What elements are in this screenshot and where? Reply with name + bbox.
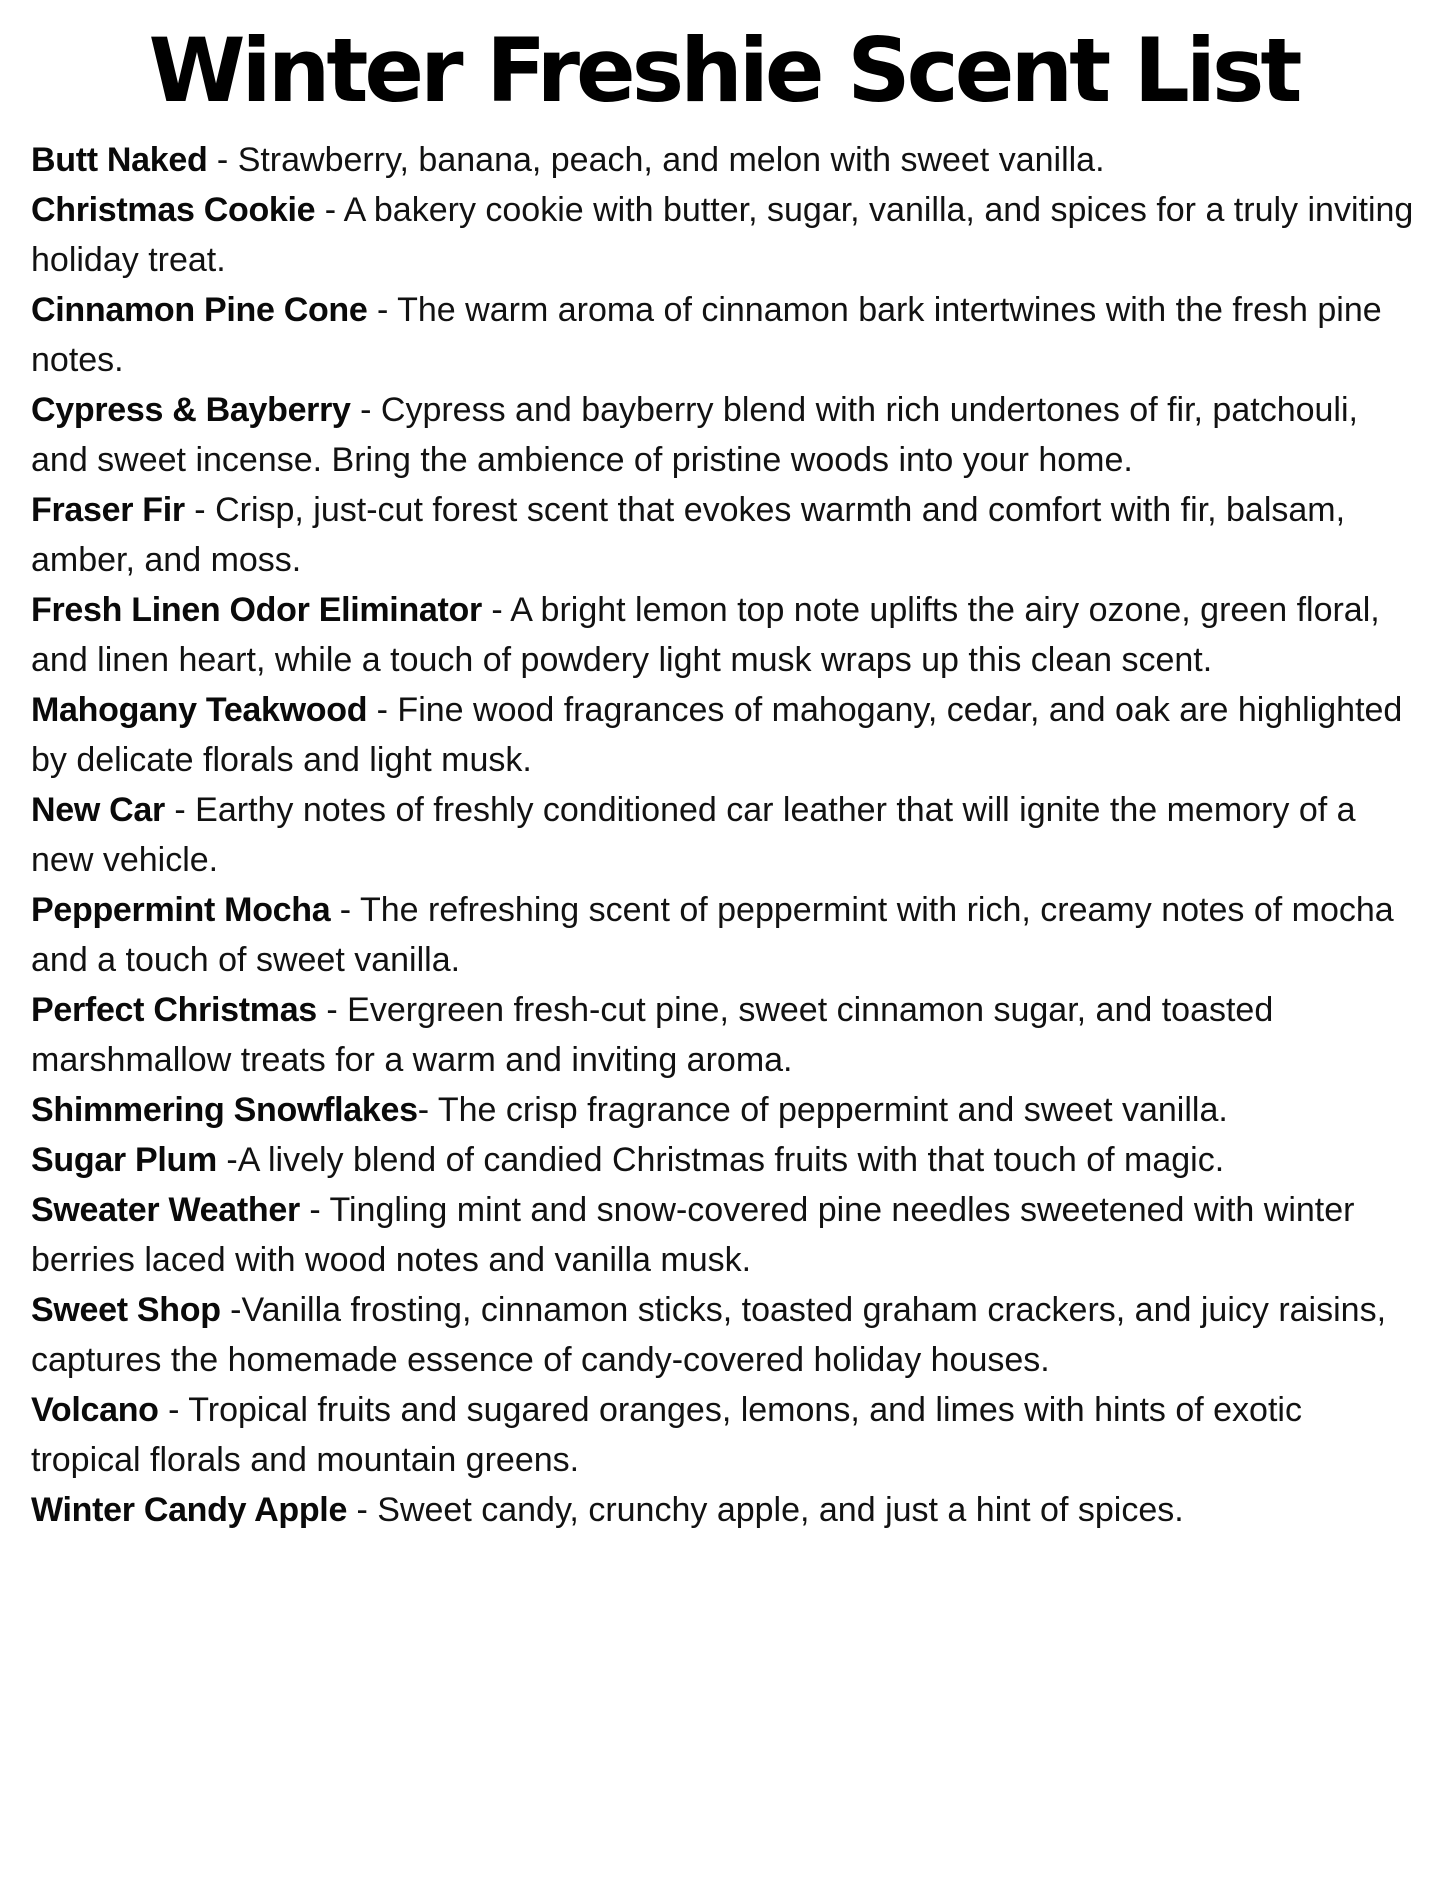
scent-name: Winter Candy Apple: [31, 1491, 348, 1530]
scent-description: Strawberry, banana, peach, and melon with sweet vanilla.: [237, 141, 1105, 180]
scent-description: Tropical fruits and sugared oranges, lemons, and limes with hints of exotic tropical florals and mountain greens.: [31, 1391, 1312, 1480]
scent-item: [31, 1135, 1416, 1185]
scent-description: The crisp fragrance of peppermint and sweet vanilla.: [437, 1091, 1228, 1130]
scent-name: Sweater Weather: [31, 1191, 300, 1230]
scent-item: [31, 585, 1416, 685]
scent-name: Cinnamon Pine Cone: [31, 291, 368, 330]
scent-name: Cypress & Bayberry: [31, 391, 351, 430]
scent-name: Sugar Plum: [31, 1141, 217, 1180]
document-page: [0, 19, 1445, 1895]
scent-description: Cypress and bayberry blend with rich undertones of fir, patchouli, and sweet incense. Bring the ambience of pristine woods into your home.: [31, 391, 1368, 480]
scent-separator: -: [367, 691, 398, 730]
scent-description: A lively blend of candied Christmas fruits with that touch of magic.: [237, 1141, 1225, 1180]
scent-name: Sweet Shop: [31, 1291, 221, 1330]
scent-separator: -: [417, 1091, 438, 1130]
scent-item: [31, 1085, 1416, 1135]
scent-name: Mahogany Teakwood: [31, 691, 368, 730]
scent-description: Tingling mint and snow-covered pine needles sweetened with winter berries laced with wood notes and vanilla musk.: [31, 1191, 1364, 1280]
scent-separator: -: [367, 291, 398, 330]
scent-item: [31, 1285, 1416, 1385]
scent-description: Crisp, just-cut forest scent that evokes warmth and comfort with fir, balsam, amber, and moss.: [31, 491, 1355, 580]
scent-item: [31, 285, 1416, 385]
scent-list: [31, 135, 1423, 1535]
scent-name: Peppermint Mocha: [31, 891, 331, 930]
scent-name: Butt Naked: [31, 141, 208, 180]
scent-name: Fresh Linen Odor Eliminator: [31, 591, 482, 630]
scent-item: [31, 685, 1416, 785]
scent-separator: -: [299, 1191, 330, 1230]
scent-item: [31, 1485, 1416, 1535]
scent-item: [31, 485, 1416, 585]
scent-name: Christmas Cookie: [31, 191, 316, 230]
scent-name: Fraser Fir: [31, 491, 185, 530]
scent-description: Earthy notes of freshly conditioned car leather that will ignite the memory of a new vehicle.: [31, 791, 1365, 880]
scent-separator: -: [315, 191, 344, 230]
scent-separator: -: [184, 491, 216, 530]
scent-separator: -: [330, 891, 360, 930]
scent-item: [31, 185, 1423, 285]
scent-item: [31, 1185, 1416, 1285]
scent-name: Shimmering Snowflakes: [31, 1091, 418, 1130]
scent-description: A bakery cookie with butter, sugar, vanilla, and spices for a truly inviting holiday treat.: [31, 191, 1423, 280]
scent-item: [31, 885, 1416, 985]
scent-item: [31, 1385, 1416, 1485]
scent-separator: -: [220, 1291, 242, 1330]
scent-name: Perfect Christmas: [31, 991, 317, 1030]
scent-separator: -: [347, 1491, 378, 1530]
scent-description: A bright lemon top note uplifts the airy ozone, green floral, and linen heart, while a touch of powdery light musk wraps up this clean scent.: [31, 591, 1390, 680]
scent-separator: -: [164, 791, 196, 830]
scent-description: The refreshing scent of peppermint with rich, creamy notes of mocha and a touch of sweet vanilla.: [31, 891, 1404, 980]
scent-description: Evergreen fresh-cut pine, sweet cinnamon sugar, and toasted marshmallow treats for a warm and inviting aroma.: [31, 991, 1283, 1080]
scent-item: [31, 985, 1416, 1085]
scent-item: [31, 135, 1416, 185]
scent-description: Vanilla frosting, cinnamon sticks, toasted graham crackers, and juicy raisins, captures the homemade essence of candy-covered holiday houses.: [31, 1291, 1396, 1380]
page-title: Winter Freshie Scent List: [148, 19, 1299, 122]
scent-separator: -: [350, 391, 381, 430]
scent-separator: -: [481, 591, 511, 630]
scent-description: Sweet candy, crunchy apple, and just a hint of spices.: [377, 1491, 1184, 1530]
scent-separator: -: [216, 1141, 238, 1180]
scent-description: The warm aroma of cinnamon bark intertwines with the fresh pine notes.: [31, 291, 1392, 380]
scent-name: Volcano: [31, 1391, 159, 1430]
scent-item: [31, 785, 1416, 885]
scent-item: [31, 385, 1416, 485]
scent-separator: -: [316, 991, 348, 1030]
scent-name: New Car: [31, 791, 165, 830]
scent-separator: -: [207, 141, 238, 180]
scent-separator: -: [158, 1391, 189, 1430]
scent-description: Fine wood fragrances of mahogany, cedar, and oak are highlighted by delicate florals and light musk.: [31, 691, 1412, 780]
